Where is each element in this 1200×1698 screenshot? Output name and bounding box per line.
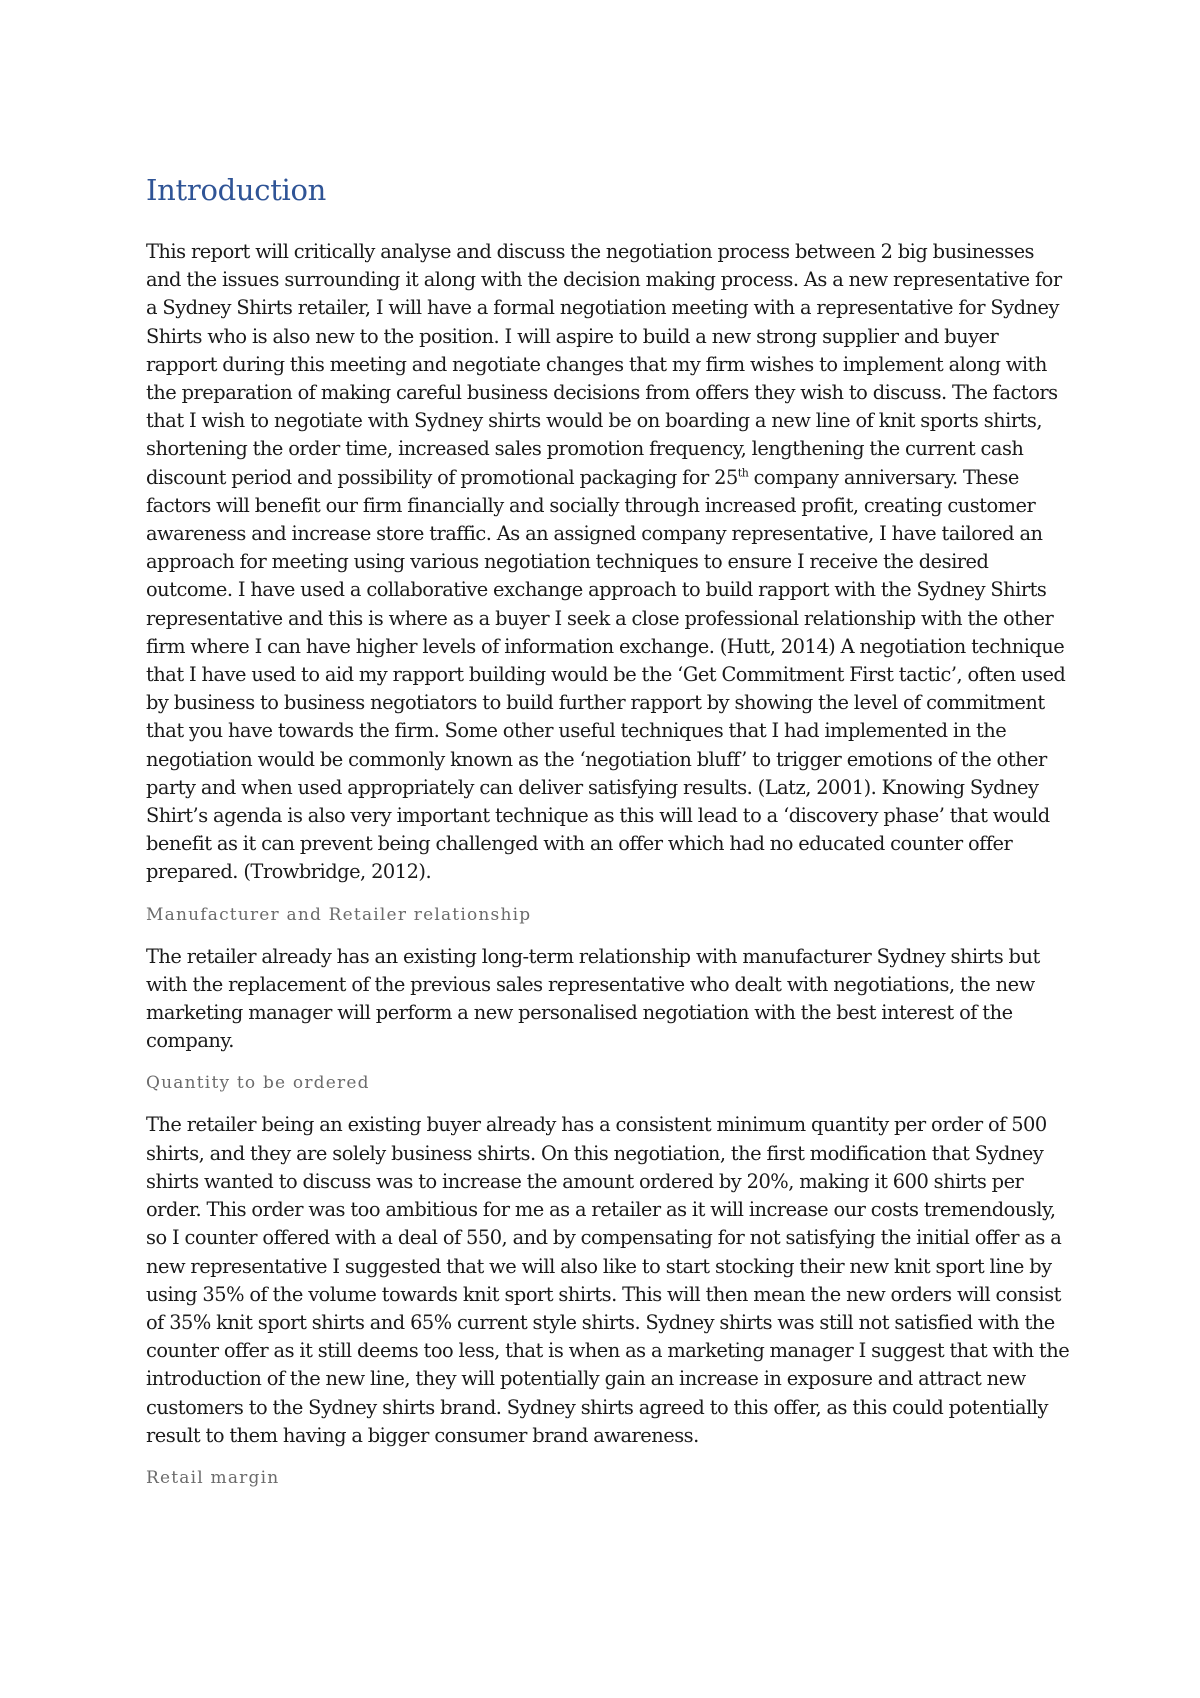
intro-paragraph bbox=[146, 238, 1072, 887]
intro-text-part1: This report will critically analyse and discuss the negotiation process between 2 big businesses and the issues surrounding it along with the decision making process. As a new representative for a Sydney Shirts retailer, I will have a formal negotiation meeting with a representative for Sydney Shirts who is also new to the position. I will aspire to build a new strong supplier and buyer rapport during this meeting and negotiate changes that my firm wishes to implement along with the preparation of making careful business decisions from offers they wish to discuss. The factors that I wish to negotiate with Sydney shirts would be on boarding a new line of knit sports shirts, shortening the order time, increased sales promotion frequency, lengthening the current cash discount period and possibility of promotional packaging for 25 bbox=[146, 240, 1062, 489]
section-paragraph-quantity: The retailer being an existing buyer already has a consistent minimum quantity per order of 500 shirts, and they are solely business shirts. On this negotiation, the first modification that Sydney shirts wanted to discuss was to increase the amount ordered by 20%, making it 600 shirts per order. This order was too ambitious for me as a retailer as it will increase our costs tremendously, so I counter offered with a deal of 550, and by compensating for not satisfying the initial offer as a new representative I suggested that we will also like to start stocking their new knit sport line by using 35% of the volume towards knit sport shirts. This will then mean the new orders will consist of 35% knit sport shirts and 65% current style shirts. Sydney shirts was still not satisfied with the counter offer as it still deems too less, that is when as a marketing manager I suggest that with the introduction of the new line, they will potentially gain an increase in exposure and attract new customers to the Sydney shirts brand. Sydney shirts agreed to this offer, as this could potentially result to them having a bigger consumer brand awareness. bbox=[146, 1113, 1070, 1447]
ordinal-superscript: th bbox=[737, 466, 749, 480]
section-paragraph-relationship: The retailer already has an existing long-term relationship with manufacturer Sydney shirts but with the replacement of the previous sales representative who dealt with negotiations, the new marketing manager will perform a new personalised negotiation with the best interest of the company. bbox=[146, 944, 1040, 1053]
intro-text-part2: company anniversary. These factors will benefit our firm financially and socially through increased profit, creating customer awareness and increase store traffic. As an assigned company representative, I have tailored an approach for meeting using various negotiation techniques to ensure I receive the desired outcome. I have used a collaborative exchange approach to build rapport with the Sydney Shirts representative and this is where as a buyer I seek a close professional relationship with the other firm where I can have higher levels of information exchange. (Hutt, 2014) A negotiation technique that I have used to aid my rapport building would be the ‘Get Commitment First tactic’, often used by business to business negotiators to build further rapport by showing the level of commitment that you have towards the firm. Some other useful techniques that I had implemented in the negotiation would be commonly known as the ‘negotiation bluff’ to trigger emotions of the other party and when used appropriately can deliver satisfying results. (Latz, 2001). Knowing Sydney Shirt’s agenda is also very important technique as this will lead to a ‘discovery phase’ that would benefit as it can prevent being challenged with an offer which had no educated counter offer prepared. (Trowbridge, 2012). bbox=[146, 465, 1066, 884]
section-heading-relationship: Manufacturer and Retailer relationship bbox=[146, 904, 532, 925]
document-page bbox=[146, 150, 1072, 1506]
section-heading-quantity: Quantity to be ordered bbox=[146, 1073, 370, 1094]
page-title: Introduction bbox=[146, 173, 327, 207]
section-heading-retail-margin: Retail margin bbox=[146, 1467, 280, 1488]
